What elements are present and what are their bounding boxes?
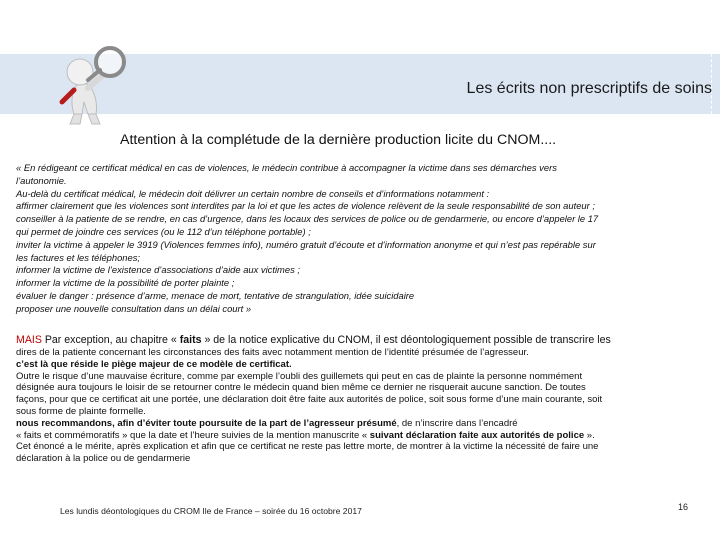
magnifier-figure-icon bbox=[48, 40, 134, 126]
body-text: « faits et commémoratifs » que la date et l’heure suivies de la mention manuscrite « bbox=[16, 429, 370, 441]
quote-line: l’autonomie. bbox=[16, 174, 67, 186]
body-line: déclaration à la police ou de gendarmerie bbox=[16, 453, 191, 465]
slide-title: Les écrits non prescriptifs de soins bbox=[466, 80, 712, 97]
body-line-exception bbox=[16, 334, 706, 347]
quote-line: informer la victime de l’existence d’associations d’aide aux victimes ; bbox=[16, 264, 300, 276]
mais-word: MAIS bbox=[16, 334, 42, 346]
quote-line: Au-delà du certificat médical, le médecin doit délivrer un certain nombre de conseils et d’informations notamment : bbox=[16, 187, 490, 199]
quote-line: évaluer le danger : présence d’arme, menace de mort, tentative de strangulation, idée suicidaire bbox=[16, 289, 415, 301]
quote-line: affirmer clairement que les violences sont interdites par la loi et que les actes de violence relèvent de la seule responsabilité de son auteur ; bbox=[16, 200, 595, 212]
quote-line: les factures et les téléphones; bbox=[16, 251, 141, 263]
body-line-warning: c’est là que réside le piège majeur de ce modèle de certificat. bbox=[16, 358, 292, 370]
quote-line: inviter la victime à appeler le 3919 (Violences femmes info), numéro gratuit d’écoute et d’information anonyme et qui n’est pas repérable sur bbox=[16, 238, 596, 250]
body-text: , de n’inscrire dans l’encadré bbox=[396, 417, 518, 429]
body-text: Par exception, au chapitre « bbox=[41, 334, 180, 346]
page-number: 16 bbox=[678, 502, 689, 512]
body-line: désignée aura toujours le loisir de se retourner contre le médecin quand bien même ce dernier ne risquerait aucune sanction. De toutes bbox=[16, 382, 586, 394]
faits-word: faits bbox=[179, 334, 202, 346]
body-line: Outre le risque d’une mauvaise écriture, comme par exemple l’oubli des guillemets qui peut en cas de plainte la personne nommément bbox=[16, 370, 583, 382]
quote-line: informer la victime de la possibilité de porter plainte ; bbox=[16, 277, 235, 289]
recommendation-bold: nous recommandons, afin d’éviter toute poursuite de la part de l’agresseur présumé bbox=[16, 417, 397, 429]
quote-line: proposer une nouvelle consultation dans un délai court » bbox=[16, 302, 252, 314]
body-line: façons, pour que ce certificat ait une portée, une déclaration doit être faite aux autorités de police, soit sous forme d’une main courante, soit bbox=[16, 394, 603, 406]
body-line: Cet énoncé a le mérite, après explication et afin que ce certificat ne reste pas lettre morte, de montrer à la victime la nécessité de faire une bbox=[16, 441, 599, 453]
body-text: » de la notice explicative du CNOM, il est déontologiquement possible de transcrire les bbox=[201, 334, 611, 346]
mention-bold: suivant déclaration faite aux autorités de police bbox=[369, 429, 585, 441]
quote-line: qui permet de joindre ces services (ou le 112 d’un téléphone portable) ; bbox=[16, 225, 311, 237]
cnom-quote-block bbox=[16, 162, 706, 316]
body-line: dires de la patiente concernant les circonstances des faits avec notamment mention de l’identité présumée de l’agresseur. bbox=[16, 347, 529, 358]
body-line: sous forme de plainte formelle. bbox=[16, 405, 146, 417]
body-line-recommendation bbox=[16, 418, 706, 430]
header-band-edge bbox=[711, 54, 720, 114]
quote-line: conseiller à la patiente de se rendre, en cas d’urgence, dans les locaux des services de police ou de gendarmerie, ou encore d’appeler le 17 bbox=[16, 213, 599, 225]
section-heading: Attention à la complétude de la dernière production licite du CNOM.... bbox=[120, 132, 557, 148]
body-text: ». bbox=[584, 429, 595, 441]
quote-line: « En rédigeant ce certificat médical en cas de violences, le médecin contribue à accompagner la victime dans ses démarches vers bbox=[16, 162, 557, 173]
commentary-block bbox=[16, 334, 706, 465]
footer-text: Les lundis déontologiques du CROM Ile de France – soirée du 16 octobre 2017 bbox=[60, 506, 362, 516]
body-line-mention bbox=[16, 430, 706, 442]
